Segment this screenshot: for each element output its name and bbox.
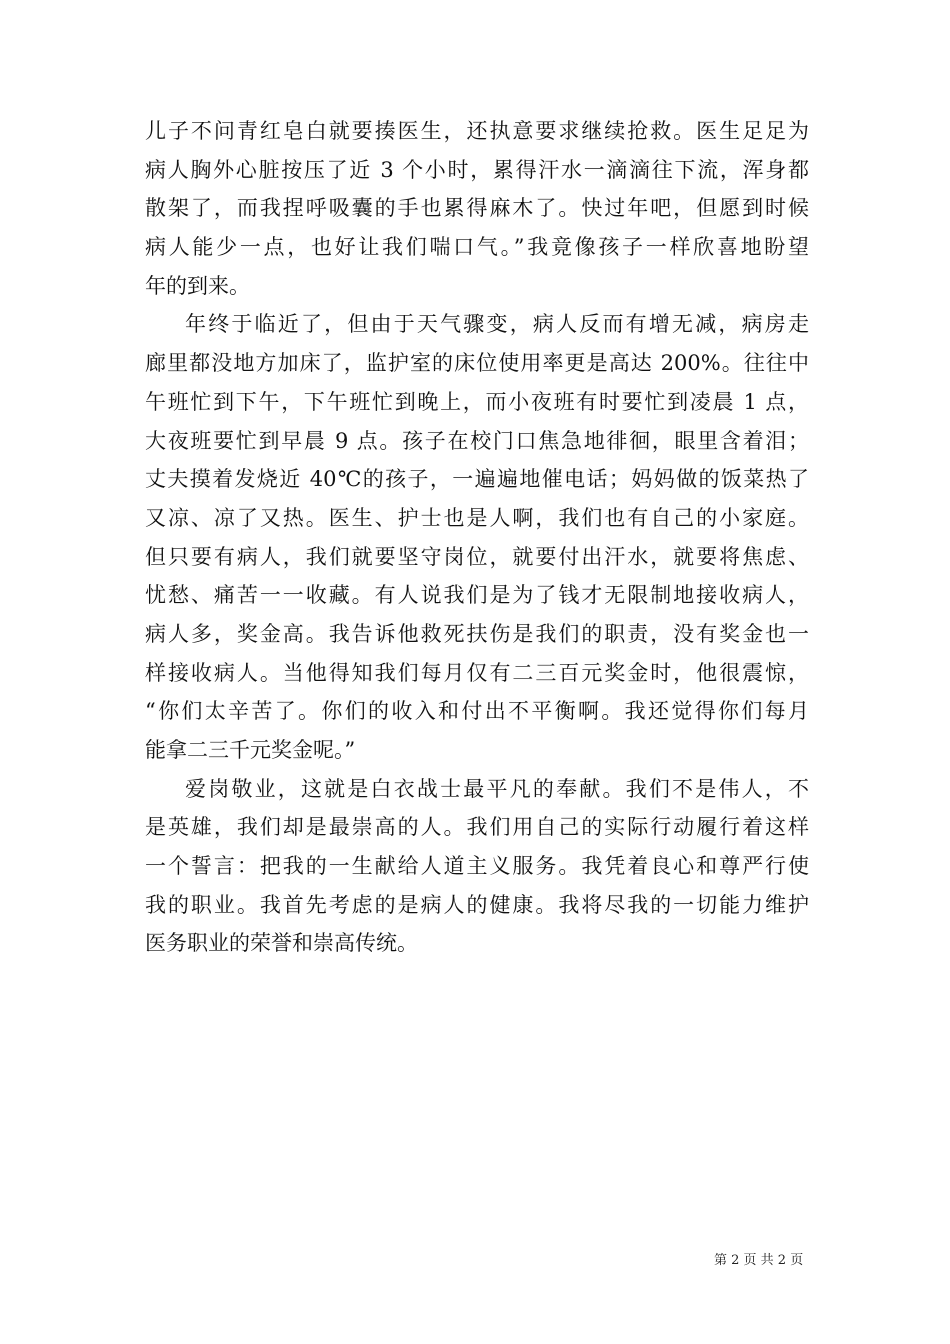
paragraph-3 — [145, 770, 809, 963]
text-line: “你们太辛苦了。你们的收入和付出不平衡啊。我还觉得你们每月 — [145, 699, 809, 724]
paragraph-1 — [145, 112, 809, 305]
text-line: 是英雄，我们却是最崇高的人。我们用自己的实际行动履行着这样 — [145, 815, 809, 840]
text-line: 能拿二三千元奖金呢。” — [145, 738, 356, 762]
text-line: 年终于临近了，但由于天气骤变，病人反而有增无减，病房走 — [185, 312, 809, 337]
text-line: 大夜班要忙到早晨 9 点。孩子在校门口焦急地徘徊，眼里含着泪； — [145, 428, 809, 453]
text-line: 我的职业。我首先考虑的是病人的健康。我将尽我的一切能力维护 — [145, 892, 809, 917]
text-line: 样接收病人。当他得知我们每月仅有二三百元奖金时，他很震惊， — [145, 660, 809, 685]
text-line: 年的到来。 — [145, 273, 250, 298]
page-number-footer: 第 2 页 共 2 页 — [714, 1253, 804, 1268]
text-line: 午班忙到下午，下午班忙到晚上，而小夜班有时要忙到凌晨 1 点， — [145, 389, 809, 414]
text-line: 忧愁、痛苦一一收藏。有人说我们是为了钱才无限制地接收病人， — [145, 583, 809, 608]
text-line: 儿子不问青红皂白就要揍医生，还执意要求继续抢救。医生足足为 — [145, 119, 809, 143]
text-line: 又凉、凉了又热。医生、护士也是人啊，我们也有自己的小家庭。 — [145, 505, 809, 530]
paragraph-2 — [145, 305, 809, 769]
document-body — [145, 112, 809, 963]
text-line: 爱岗敬业，这就是白衣战士最平凡的奉献。我们不是伟人，不 — [185, 776, 809, 801]
text-line: 廊里都没地方加床了，监护室的床位使用率更是高达 200%。往往中 — [145, 351, 809, 376]
text-line: 但只要有病人，我们就要坚守岗位，就要付出汗水，就要将焦虑、 — [145, 544, 809, 569]
text-line: 病人胸外心脏按压了近 3 个小时，累得汗水一滴滴往下流，浑身都 — [145, 157, 809, 182]
text-line: 病人多，奖金高。我告诉他救死扶伤是我们的职责，没有奖金也一 — [145, 621, 809, 646]
text-line: 医务职业的荣誉和崇高传统。 — [145, 931, 418, 956]
text-line: 丈夫摸着发烧近 40℃的孩子，一遍遍地催电话；妈妈做的饭菜热了 — [145, 467, 809, 492]
text-line: 一个誓言：把我的一生献给人道主义服务。我凭着良心和尊严行使 — [145, 854, 809, 879]
text-line: 病人能少一点，也好让我们喘口气。”我竟像孩子一样欣喜地盼望 — [145, 235, 809, 260]
text-line: 散架了，而我捏呼吸囊的手也累得麻木了。快过年吧，但愿到时候 — [145, 196, 809, 221]
